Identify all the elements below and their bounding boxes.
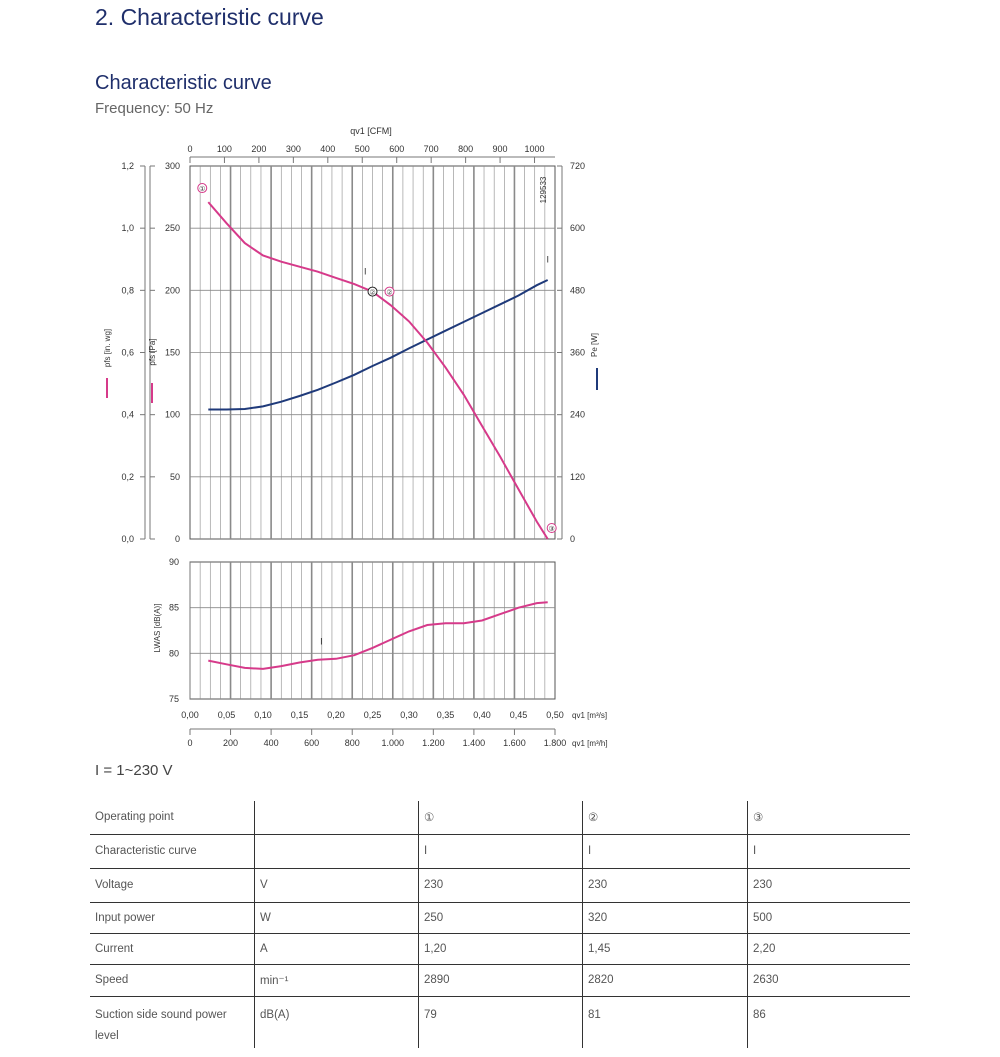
power-axis-tick-label: 0 — [570, 534, 576, 544]
m3s-tick-label: 0,25 — [363, 710, 382, 720]
m3h-tick-label: 200 — [223, 738, 239, 748]
table-cell: 1,20 — [419, 933, 583, 964]
curve-marker: I — [363, 266, 367, 277]
top-axis-tick-label: 100 — [216, 144, 232, 154]
table-cell: W — [255, 902, 419, 933]
m3h-tick-label: 400 — [263, 738, 279, 748]
sound-axis-label: LWAS [dB(A)] — [153, 603, 162, 653]
pa-axis-label: pfs [Pa] — [148, 338, 157, 366]
curve-marker: I — [546, 254, 549, 265]
pa-axis-tick-label: 50 — [169, 471, 180, 482]
m3s-tick-label: 0,45 — [509, 710, 528, 720]
table-cell: Input power — [95, 911, 156, 924]
table-cell: ③ — [748, 801, 911, 834]
m3s-tick-label: 0,30 — [400, 710, 418, 720]
table-cell: 230 — [419, 868, 583, 902]
table-cell: dB(A) — [255, 996, 419, 1048]
table-cell: Speed — [95, 974, 129, 986]
table-cell: 2630 — [748, 964, 911, 996]
m3h-axis-label: qv1 [m³/h] — [572, 739, 608, 748]
table-cell: 230 — [583, 868, 748, 902]
table-cell: 86 — [748, 996, 911, 1048]
power-axis-label: Pe [W] — [590, 332, 599, 358]
inwg-axis-tick-label: 1,2 — [121, 161, 134, 171]
m3s-tick-label: 0,00 — [181, 710, 199, 720]
m3h-tick-label: 1.200 — [422, 738, 445, 748]
inwg-axis-tick-label: 0,8 — [121, 285, 134, 296]
m3s-tick-label: 0,10 — [254, 710, 272, 720]
top-axis-label: qv1 [CFM] — [350, 126, 392, 136]
operating-point-label: ② — [369, 289, 376, 297]
table-row — [90, 933, 910, 964]
sound-axis-tick-label: 90 — [168, 557, 179, 567]
power-axis-tick-label: 120 — [570, 471, 586, 482]
table-row — [90, 902, 910, 933]
inwg-axis-tick-label: 0,2 — [121, 471, 134, 482]
operating-point-label: ③ — [548, 526, 555, 533]
inwg-axis-tick-label: 0,6 — [121, 347, 134, 358]
m3h-tick-label: 800 — [344, 738, 360, 748]
power-axis-tick-label: 360 — [570, 347, 586, 358]
power-curve — [208, 280, 547, 410]
table-cell: 230 — [748, 868, 911, 902]
pa-axis-tick-label: 300 — [164, 161, 180, 171]
pa-axis-tick-label: 0 — [174, 534, 180, 544]
table-cell: Voltage — [95, 879, 134, 891]
table-header-row — [90, 801, 910, 834]
inwg-axis-label: pfs [in. wg] — [103, 328, 112, 368]
top-axis-tick-label: 400 — [320, 144, 336, 154]
operating-point-table — [90, 801, 910, 1048]
m3h-tick-label: 1.400 — [462, 738, 486, 748]
sound-axis-tick-label: 85 — [168, 602, 179, 613]
operating-point-label: ① — [199, 186, 206, 194]
table-cell: Suction side sound power level — [95, 1008, 227, 1042]
chart-id-label: 129533 — [539, 176, 548, 204]
m3h-tick-label: 600 — [304, 738, 320, 748]
pa-axis-tick-label: 150 — [164, 347, 180, 358]
m3s-tick-label: 0,35 — [436, 710, 455, 720]
top-axis-tick-label: 500 — [354, 144, 370, 154]
top-axis-tick-label: 800 — [458, 144, 474, 154]
top-axis-tick-label: 1000 — [524, 144, 545, 154]
table-cell — [255, 801, 419, 834]
top-axis-tick-label: 300 — [285, 144, 301, 154]
table-cell: 320 — [583, 902, 748, 933]
table-cell: 2890 — [419, 964, 583, 996]
sound-curve-marker: I — [320, 636, 323, 647]
operating-point-2-badge-label: ② — [386, 289, 393, 297]
pressure-curve — [208, 202, 547, 539]
power-axis-tick-label: 720 — [570, 161, 586, 171]
top-axis-tick-label: 0 — [187, 144, 193, 154]
table-cell: I — [583, 834, 748, 868]
top-axis-tick-label: 600 — [389, 144, 405, 154]
m3s-axis-label: qv1 [m³/s] — [572, 711, 608, 720]
m3s-tick-label: 0,20 — [327, 710, 345, 720]
table-cell: Current — [95, 942, 134, 955]
table-cell: 79 — [419, 996, 583, 1048]
table-cell: Operating point — [95, 811, 174, 824]
table-row — [90, 834, 910, 868]
table-cell: V — [255, 868, 419, 902]
top-axis-tick-label: 900 — [492, 144, 508, 154]
table-cell: A — [255, 933, 419, 964]
power-axis-tick-label: 480 — [570, 285, 586, 296]
table-cell: I — [419, 834, 583, 868]
table-cell: 500 — [748, 902, 911, 933]
pa-axis-tick-label: 100 — [164, 409, 180, 420]
table-row — [90, 868, 910, 902]
table-cell: Characteristic curve — [95, 845, 197, 857]
frequency-label: Frequency: 50 Hz — [95, 100, 214, 117]
table-cell: 2820 — [583, 964, 748, 996]
sound-curve — [208, 602, 547, 669]
m3h-tick-label: 1.600 — [503, 738, 526, 748]
table-cell: min⁻¹ — [255, 964, 419, 996]
table-cell: ① — [419, 801, 583, 834]
sound-axis-tick-label: 80 — [168, 648, 179, 659]
voltage-note: I = 1~230 V — [95, 762, 173, 779]
table-row — [90, 996, 910, 1048]
pa-axis-tick-label: 200 — [164, 285, 180, 296]
section-title: 2. Characteristic curve — [95, 4, 324, 30]
m3s-tick-label: 0,05 — [217, 710, 236, 720]
table-cell: 2,20 — [748, 933, 911, 964]
table-row — [90, 964, 910, 996]
table-cell: 1,45 — [583, 933, 748, 964]
m3h-tick-label: 0 — [187, 738, 193, 748]
inwg-axis-tick-label: 0,0 — [121, 534, 134, 544]
table-cell: I — [748, 834, 911, 868]
m3h-tick-label: 1.800 — [543, 738, 567, 748]
table-cell: ② — [583, 801, 748, 834]
table-cell: 81 — [583, 996, 748, 1048]
m3s-tick-label: 0,50 — [546, 710, 564, 720]
sound-axis-tick-label: 75 — [168, 694, 179, 704]
inwg-axis-tick-label: 1,0 — [121, 223, 134, 234]
power-axis-tick-label: 600 — [570, 223, 586, 234]
power-axis-tick-label: 240 — [570, 409, 586, 420]
top-axis-tick-label: 700 — [423, 144, 439, 154]
table-cell — [255, 834, 419, 868]
pa-axis-tick-label: 250 — [164, 223, 180, 234]
m3s-tick-label: 0,15 — [290, 710, 309, 720]
top-axis-tick-label: 200 — [251, 144, 267, 154]
inwg-axis-tick-label: 0,4 — [121, 409, 134, 420]
m3h-tick-label: 1.000 — [381, 738, 405, 748]
m3s-tick-label: 0,40 — [473, 710, 491, 720]
table-cell: 250 — [419, 902, 583, 933]
chart-title: Characteristic curve — [95, 72, 272, 94]
